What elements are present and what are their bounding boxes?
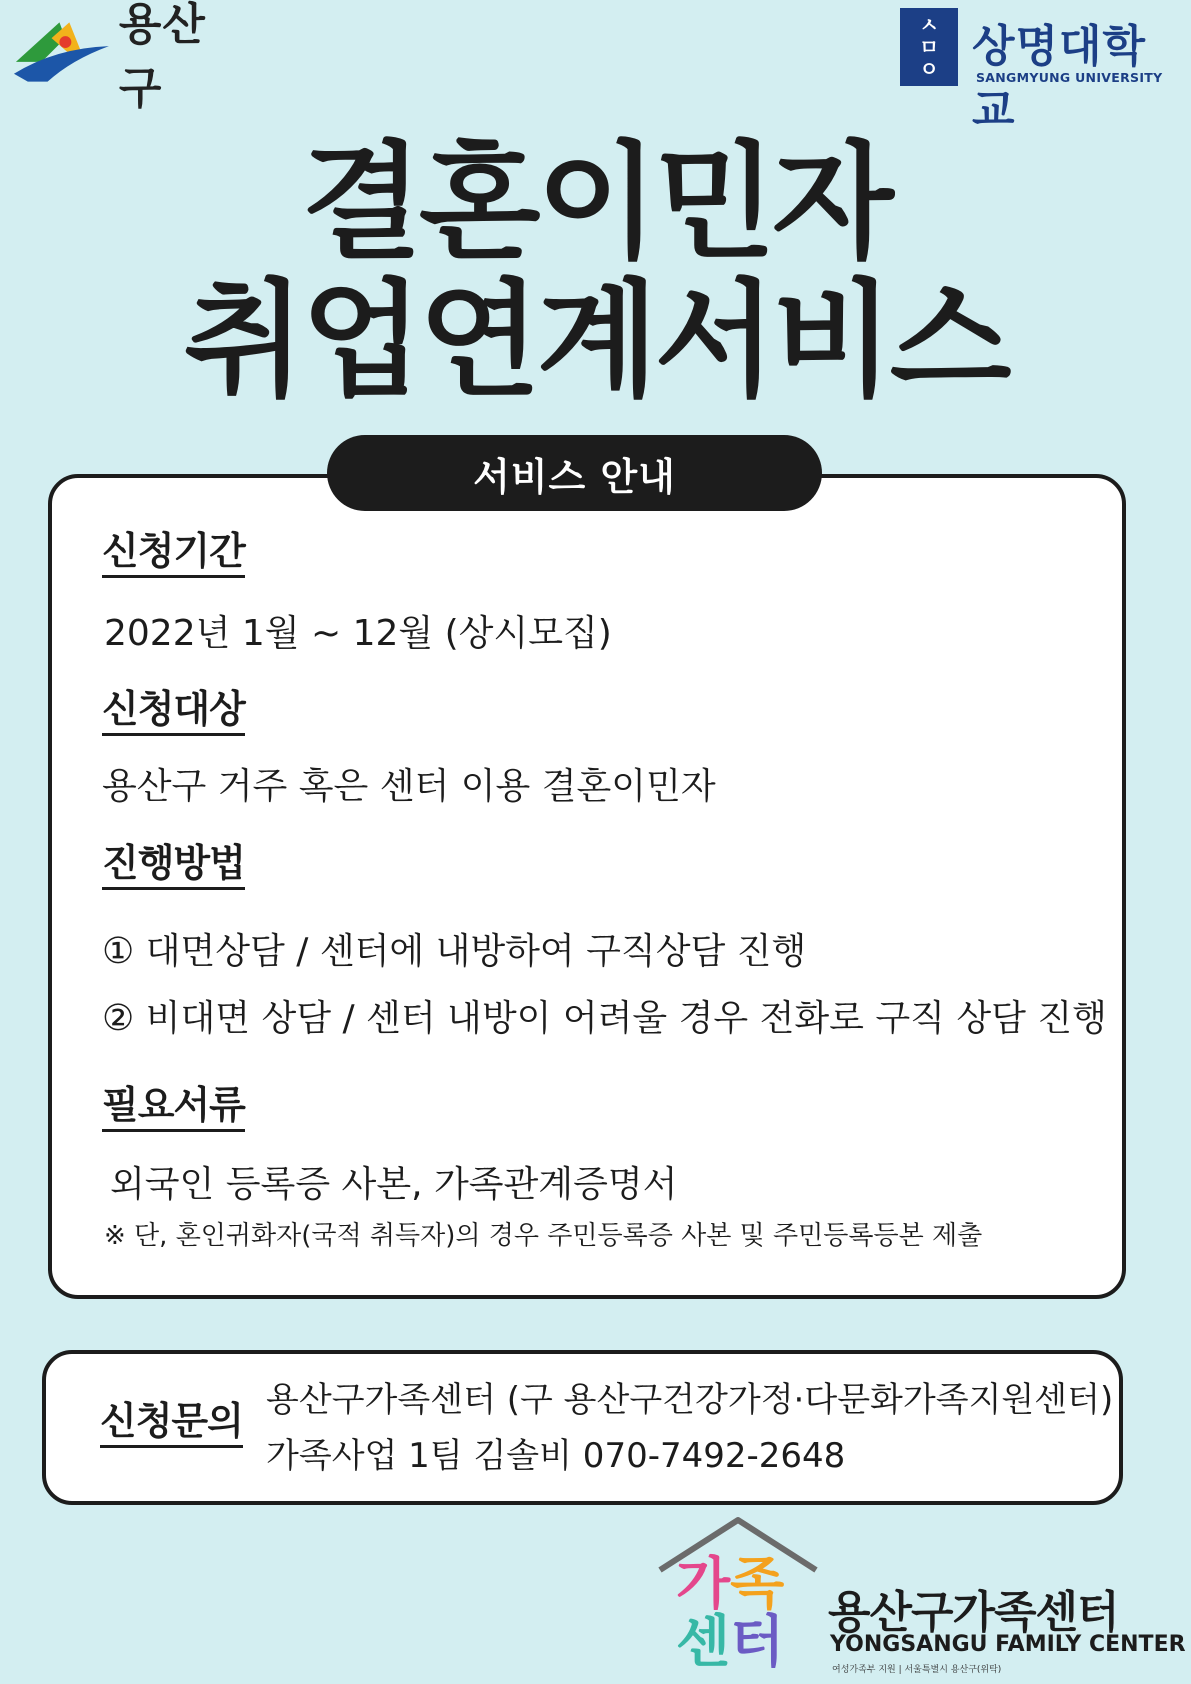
documents-text: 외국인 등록증 사본, 가족관계증명서 xyxy=(110,1164,678,1205)
sangmyung-emblem-icon: ㅅ ㅁ ㅇ xyxy=(900,8,958,86)
method-item: ① 대면상담 / 센터에 내방하여 구직상담 진행 xyxy=(102,931,807,972)
target-title: 신청대상 xyxy=(102,687,245,736)
emblem-char: 가 xyxy=(676,1552,731,1617)
emblem-char: 족 xyxy=(730,1552,785,1617)
period-text: 2022년 1월 ~ 12월 (상시모집) xyxy=(104,613,612,654)
service-badge: 서비스 안내 xyxy=(327,435,822,511)
yongsan-emblem-icon xyxy=(8,16,115,88)
family-center-emblem xyxy=(676,1552,816,1675)
contact-line-1: 용산구가족센터 (구 용산구건강가정·다문화가족지원센터) xyxy=(266,1380,1114,1420)
method-item: ② 비대면 상담 / 센터 내방이 어려울 경우 전화로 구직 상담 진행 xyxy=(102,998,1107,1039)
documents-note: ※ 단, 혼인귀화자(국적 취득자)의 경우 주민등록증 사본 및 주민등록등본 제출 xyxy=(104,1221,983,1251)
family-center-eng-name: YONGSANGU FAMILY CENTER xyxy=(830,1632,1186,1657)
contact-label: 신청문의 xyxy=(100,1399,243,1448)
sangmyung-logo-text: 상명대학교 xyxy=(972,21,1147,136)
documents-title: 필요서류 xyxy=(102,1083,245,1132)
period-section xyxy=(102,528,245,574)
page-title-line-1: 결혼이민자 xyxy=(301,129,890,276)
method-section xyxy=(102,840,245,886)
family-center-name: 용산구가족센터 xyxy=(828,1587,1119,1638)
emblem-char: 터 xyxy=(730,1610,785,1675)
contact-section xyxy=(100,1398,243,1444)
documents-section xyxy=(102,1082,245,1128)
page-title-line-2: 취업연계서비스 xyxy=(183,267,1008,414)
target-section xyxy=(102,686,245,732)
sangmyung-logo-subtext: SANGMYUNG UNIVERSITY xyxy=(976,70,1163,85)
method-title: 진행방법 xyxy=(102,841,245,890)
yongsan-logo xyxy=(8,0,248,114)
period-title: 신청기간 xyxy=(102,529,245,578)
yongsan-logo-text: 용산구 xyxy=(118,0,206,114)
family-center-sponsor-text: 여성가족부 지원 | 서울특별시 용산구(위탁) xyxy=(832,1665,1002,1675)
sangmyung-logo xyxy=(900,8,1170,136)
contact-line-2: 가족사업 1팀 김솔비 070-7492-2648 xyxy=(266,1436,846,1476)
target-text: 용산구 거주 혹은 센터 이용 결혼이민자 xyxy=(102,766,716,807)
family-center-logo xyxy=(656,1514,1186,1679)
emblem-char: 센 xyxy=(676,1610,731,1675)
